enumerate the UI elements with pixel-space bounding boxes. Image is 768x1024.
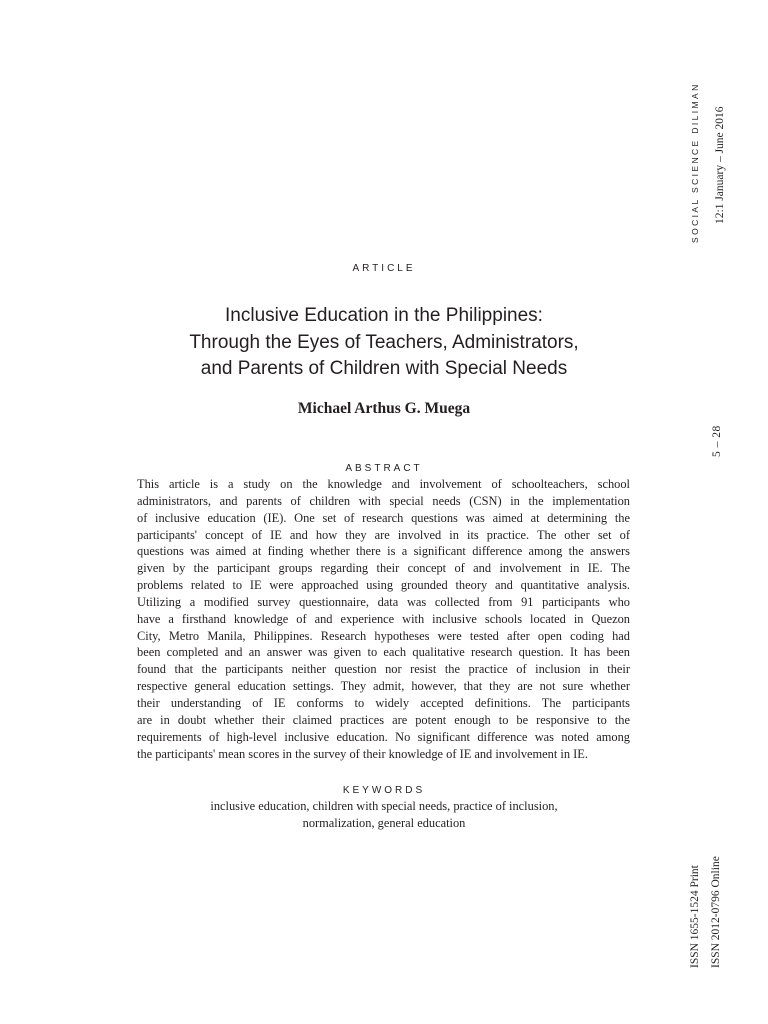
abstract-line: questions was aimed at finding whether there is a significant difference among the answers [137,544,630,559]
keywords-line: normalization, general education [302,816,466,830]
abstract-line: City, Metro Manila, Philippines. Research hypotheses were tested after open coding had [137,628,630,643]
abstract-line: participants' concept of IE and how they are involved in its practice. The other set of [137,527,630,542]
author-name: Michael Arthus G. Muega [297,400,471,417]
abstract-line: Utilizing a modified survey questionnaire, data was collected from 91 participants who [137,594,630,609]
abstract-line: are in doubt whether their claimed practices are potent enough to be responsive to the [137,712,630,727]
article-title [0,303,768,383]
keywords-heading: KEYWORDS [342,785,426,796]
keywords-line: inclusive education, children with special needs, practice of inclusion, [210,799,558,813]
section-label: ARTICLE [352,263,416,274]
issn-print: ISSN 1655-1524 Print [689,865,701,968]
abstract-line: given by the participant groups regarding their concept of and involvement in IE. The [137,561,630,576]
abstract-line: been completed and an answer was given to each qualitative research question. It has been [137,645,630,660]
title-line: and Parents of Children with Special Needs [200,358,568,379]
abstract-line: This article is a study on the knowledge and involvement of schoolteachers, school [137,477,630,491]
issn-online: ISSN 2012-0796 Online [710,856,722,968]
page-range: 5 – 28 [711,425,723,457]
abstract-line: the participants' mean scores in the survey of their knowledge of IE and involvement in IE. [137,746,588,761]
keywords-list [0,798,768,832]
abstract-heading: ABSTRACT [345,463,423,474]
abstract-line: respective general education settings. They admit, however, that they are not sure whether [137,679,630,694]
abstract-line: of inclusive education (IE). One set of research questions was aimed at determining the [137,510,630,525]
journal-name: SOCIAL SCIENCE DILIMAN [690,82,700,243]
abstract-line: have a firsthand knowledge of and experience with inclusive schools located in Quezon [137,611,630,626]
title-line: Inclusive Education in the Philippines: [225,305,543,326]
abstract-line: found that the participants neither question nor resist the practice of inclusion in their [137,662,630,677]
abstract-body [137,476,630,762]
abstract-line: problems related to IE were approached using grounded theory and quantitative analysis. [137,578,630,593]
issue-info: 12:1 January – June 2016 [714,106,726,224]
abstract-line: administrators, and parents of children with special needs (CSN) in the implementation [137,493,630,508]
abstract-line: requirements of high-level inclusive education. No significant difference was noted among [137,729,630,744]
title-line: Through the Eyes of Teachers, Administrators, [189,331,579,353]
abstract-line: their understanding of IE conforms to widely accepted definitions. The participants [137,695,630,710]
